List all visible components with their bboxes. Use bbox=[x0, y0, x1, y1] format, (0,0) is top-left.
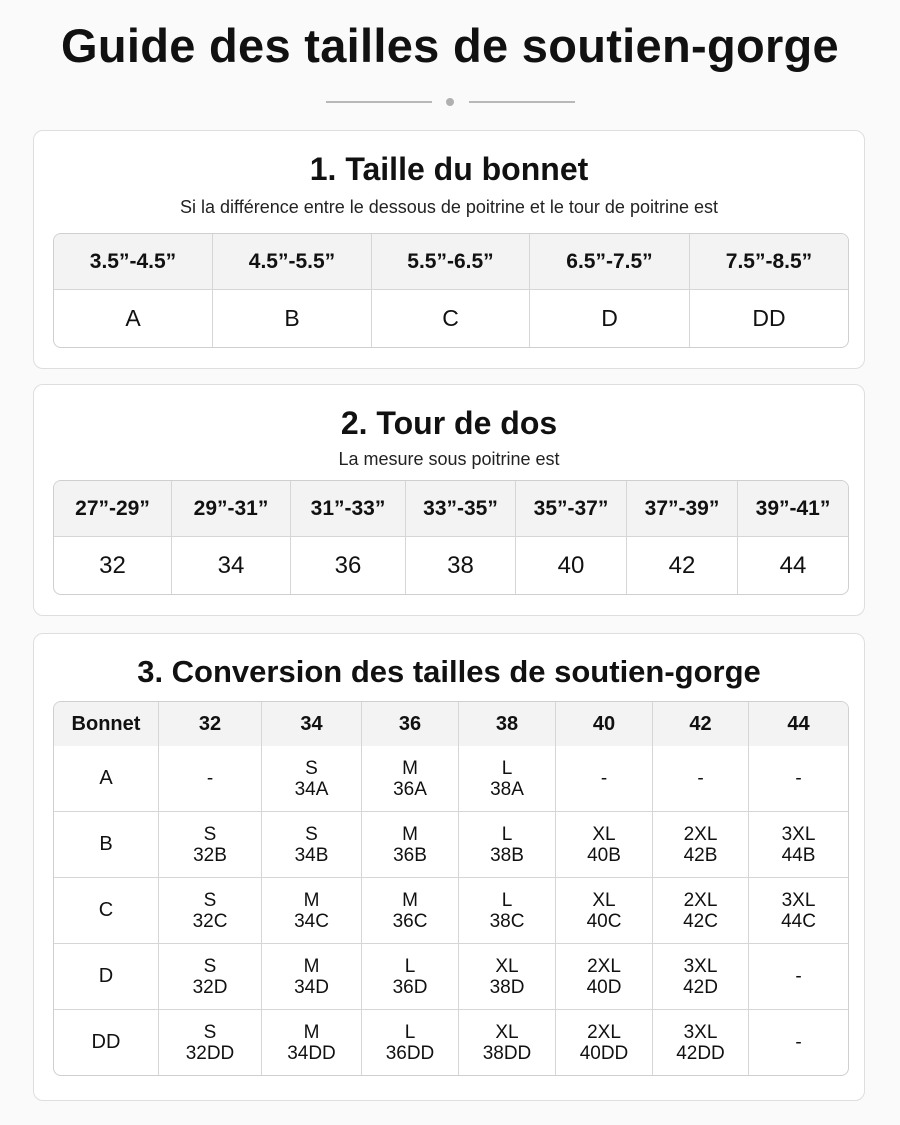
divider-line-right bbox=[469, 101, 575, 103]
cup-row-label: C bbox=[54, 878, 159, 944]
size-code: 42C bbox=[683, 910, 718, 932]
size-cell bbox=[653, 1010, 749, 1075]
size-cell bbox=[556, 746, 653, 812]
size-code: 36DD bbox=[385, 1042, 435, 1064]
size-code: 34C bbox=[294, 910, 329, 932]
size-cell bbox=[362, 944, 459, 1010]
band-column-header: 38 bbox=[459, 702, 556, 746]
size-code: 38DD bbox=[482, 1042, 532, 1064]
size-cell bbox=[262, 746, 362, 812]
band-column-header: 32 bbox=[159, 702, 262, 746]
band-column-header: 34 bbox=[262, 702, 362, 746]
cup-row-label: DD bbox=[54, 1010, 159, 1075]
size-label: 2XL bbox=[683, 889, 718, 911]
size-label: 2XL bbox=[683, 823, 718, 845]
size-code: 42D bbox=[683, 976, 718, 998]
size-code: 36A bbox=[393, 778, 427, 800]
size-cell bbox=[362, 1010, 459, 1075]
size-label: - bbox=[795, 1032, 802, 1053]
size-cell bbox=[159, 944, 262, 1010]
band-range-cell: 33”-35” bbox=[406, 481, 516, 537]
size-code: 34DD bbox=[287, 1042, 336, 1064]
size-cell bbox=[459, 1010, 556, 1075]
band-size-cell: 32 bbox=[54, 537, 172, 594]
size-cell bbox=[362, 746, 459, 812]
band-size-cell: 38 bbox=[406, 537, 516, 594]
conversion-body bbox=[54, 746, 848, 1075]
size-label: L bbox=[501, 823, 513, 845]
band-column-header: 42 bbox=[653, 702, 749, 746]
size-cell bbox=[159, 746, 262, 812]
cup-letter-cell: B bbox=[213, 290, 372, 347]
conversion-row bbox=[54, 812, 848, 878]
conversion-heading: 3. Conversion des tailles de soutien-gorge bbox=[137, 654, 761, 689]
cup-letter-cell: C bbox=[372, 290, 530, 347]
size-label: M bbox=[303, 955, 320, 977]
size-label: - bbox=[795, 768, 802, 789]
size-cell bbox=[749, 812, 848, 878]
size-cell bbox=[556, 878, 653, 944]
band-range-cell: 31”-33” bbox=[291, 481, 406, 537]
size-cell bbox=[262, 812, 362, 878]
cup-range-cell: 5.5”-6.5” bbox=[372, 234, 530, 290]
band-size-table bbox=[53, 480, 849, 595]
band-column-header: 36 bbox=[362, 702, 459, 746]
size-cell bbox=[653, 944, 749, 1010]
cup-range-cell: 3.5”-4.5” bbox=[54, 234, 213, 290]
cup-letter-cell: D bbox=[530, 290, 690, 347]
size-code: 42B bbox=[683, 844, 718, 866]
size-label: M bbox=[402, 889, 418, 911]
band-range-cell: 29”-31” bbox=[172, 481, 291, 537]
size-label: XL bbox=[592, 889, 616, 911]
size-code: 38D bbox=[489, 976, 525, 998]
band-range-cell: 39”-41” bbox=[738, 481, 848, 537]
band-size-card bbox=[33, 384, 865, 616]
size-cell bbox=[749, 1010, 848, 1075]
size-label: M bbox=[303, 1021, 320, 1043]
cup-size-table bbox=[53, 233, 849, 348]
size-cell bbox=[362, 812, 459, 878]
band-column-header: 44 bbox=[749, 702, 848, 746]
conversion-row bbox=[54, 1010, 848, 1075]
cup-range-row bbox=[54, 234, 848, 290]
size-cell bbox=[262, 1010, 362, 1075]
band-column-header: 40 bbox=[556, 702, 653, 746]
size-code: 32B bbox=[193, 844, 227, 866]
size-label: XL bbox=[495, 1021, 519, 1043]
size-cell bbox=[749, 944, 848, 1010]
band-range-cell: 35”-37” bbox=[516, 481, 627, 537]
size-cell bbox=[459, 812, 556, 878]
size-label: 2XL bbox=[587, 1021, 621, 1043]
size-code: 40C bbox=[586, 910, 622, 932]
size-cell bbox=[459, 878, 556, 944]
page-title: Guide des tailles de soutien-gorge bbox=[60, 19, 839, 72]
size-code: 32D bbox=[192, 976, 228, 998]
size-label: - bbox=[600, 768, 608, 789]
band-range-cell: 37”-39” bbox=[627, 481, 738, 537]
band-size-cell: 34 bbox=[172, 537, 291, 594]
size-code: 34A bbox=[294, 778, 329, 800]
band-range-row bbox=[54, 481, 848, 537]
size-label: 3XL bbox=[683, 955, 718, 977]
size-code: 38B bbox=[490, 844, 524, 866]
cup-size-subtitle: Si la différence entre le dessous de poitrine et le tour de poitrine est bbox=[180, 197, 718, 217]
size-code: 40B bbox=[587, 844, 621, 866]
size-cell bbox=[459, 944, 556, 1010]
size-label: 3XL bbox=[683, 1021, 718, 1043]
cup-range-cell: 7.5”-8.5” bbox=[690, 234, 848, 290]
title-divider bbox=[0, 96, 900, 108]
size-label: 3XL bbox=[781, 823, 816, 845]
band-size-cell: 42 bbox=[627, 537, 738, 594]
band-size-heading: 2. Tour de dos bbox=[340, 405, 558, 441]
size-code: 40DD bbox=[579, 1042, 629, 1064]
size-code: 38A bbox=[490, 778, 524, 800]
size-cell bbox=[159, 878, 262, 944]
size-cell bbox=[653, 746, 749, 812]
size-code: 36D bbox=[392, 976, 428, 998]
size-code: 34D bbox=[294, 976, 329, 998]
size-cell bbox=[556, 944, 653, 1010]
size-cell bbox=[749, 878, 848, 944]
size-code: 36C bbox=[392, 910, 428, 932]
cup-range-cell: 6.5”-7.5” bbox=[530, 234, 690, 290]
size-label: - bbox=[795, 966, 802, 987]
cup-letter-cell: DD bbox=[752, 305, 786, 331]
size-code: 36B bbox=[393, 844, 427, 866]
size-label: M bbox=[402, 757, 418, 779]
band-size-cell: 36 bbox=[291, 537, 406, 594]
cup-row-label: A bbox=[54, 746, 159, 812]
size-cell bbox=[159, 812, 262, 878]
size-label: S bbox=[203, 955, 217, 977]
size-cell bbox=[556, 812, 653, 878]
size-label: 2XL bbox=[587, 955, 621, 977]
size-cell bbox=[459, 746, 556, 812]
band-range-cell: 27”-29” bbox=[54, 481, 172, 537]
size-label: M bbox=[303, 889, 320, 911]
size-cell bbox=[159, 1010, 262, 1075]
corner-header-cell: Bonnet bbox=[54, 702, 159, 746]
cup-letter-row bbox=[54, 290, 848, 347]
size-cell bbox=[556, 1010, 653, 1075]
conversion-card bbox=[33, 633, 865, 1101]
size-cell bbox=[653, 878, 749, 944]
size-label: L bbox=[501, 757, 513, 779]
size-label: S bbox=[305, 757, 318, 779]
band-size-row bbox=[54, 537, 848, 594]
divider-line-left bbox=[326, 101, 432, 103]
size-label: XL bbox=[592, 823, 616, 845]
band-size-cell: 40 bbox=[516, 537, 627, 594]
size-cell bbox=[262, 878, 362, 944]
size-label: XL bbox=[495, 955, 519, 977]
cup-size-heading: 1. Taille du bonnet bbox=[309, 151, 589, 187]
size-label: L bbox=[404, 955, 416, 977]
conversion-row bbox=[54, 878, 848, 944]
conversion-row bbox=[54, 944, 848, 1010]
size-code: 42DD bbox=[676, 1042, 725, 1064]
divider-dot bbox=[446, 98, 454, 106]
cup-row-label: B bbox=[54, 812, 159, 878]
size-label: M bbox=[402, 823, 418, 845]
cup-size-card bbox=[33, 130, 865, 369]
size-label: L bbox=[404, 1021, 416, 1043]
size-code: 44B bbox=[781, 844, 816, 866]
size-label: S bbox=[305, 823, 318, 845]
size-code: 32C bbox=[192, 910, 228, 932]
size-label: S bbox=[203, 889, 217, 911]
size-code: 38C bbox=[489, 910, 525, 932]
size-cell bbox=[262, 944, 362, 1010]
size-label: - bbox=[206, 768, 214, 789]
conversion-header-row bbox=[54, 702, 848, 746]
conversion-row bbox=[54, 746, 848, 812]
size-code: 40D bbox=[586, 976, 622, 998]
size-code: 44C bbox=[781, 910, 816, 932]
band-size-subtitle: La mesure sous poitrine est bbox=[338, 449, 560, 469]
cup-row-label: D bbox=[54, 944, 159, 1010]
size-label: S bbox=[203, 823, 217, 845]
band-size-cell: 44 bbox=[779, 551, 807, 579]
size-code: 32DD bbox=[185, 1042, 235, 1064]
conversion-table bbox=[53, 701, 849, 1076]
size-label: - bbox=[697, 768, 704, 789]
size-cell bbox=[362, 878, 459, 944]
size-label: L bbox=[501, 889, 513, 911]
size-cell bbox=[653, 812, 749, 878]
cup-letter-cell: A bbox=[54, 290, 213, 347]
size-cell bbox=[749, 746, 848, 812]
cup-range-cell: 4.5”-5.5” bbox=[213, 234, 372, 290]
size-label: S bbox=[203, 1021, 217, 1043]
size-label: 3XL bbox=[781, 889, 816, 911]
size-code: 34B bbox=[294, 844, 329, 866]
